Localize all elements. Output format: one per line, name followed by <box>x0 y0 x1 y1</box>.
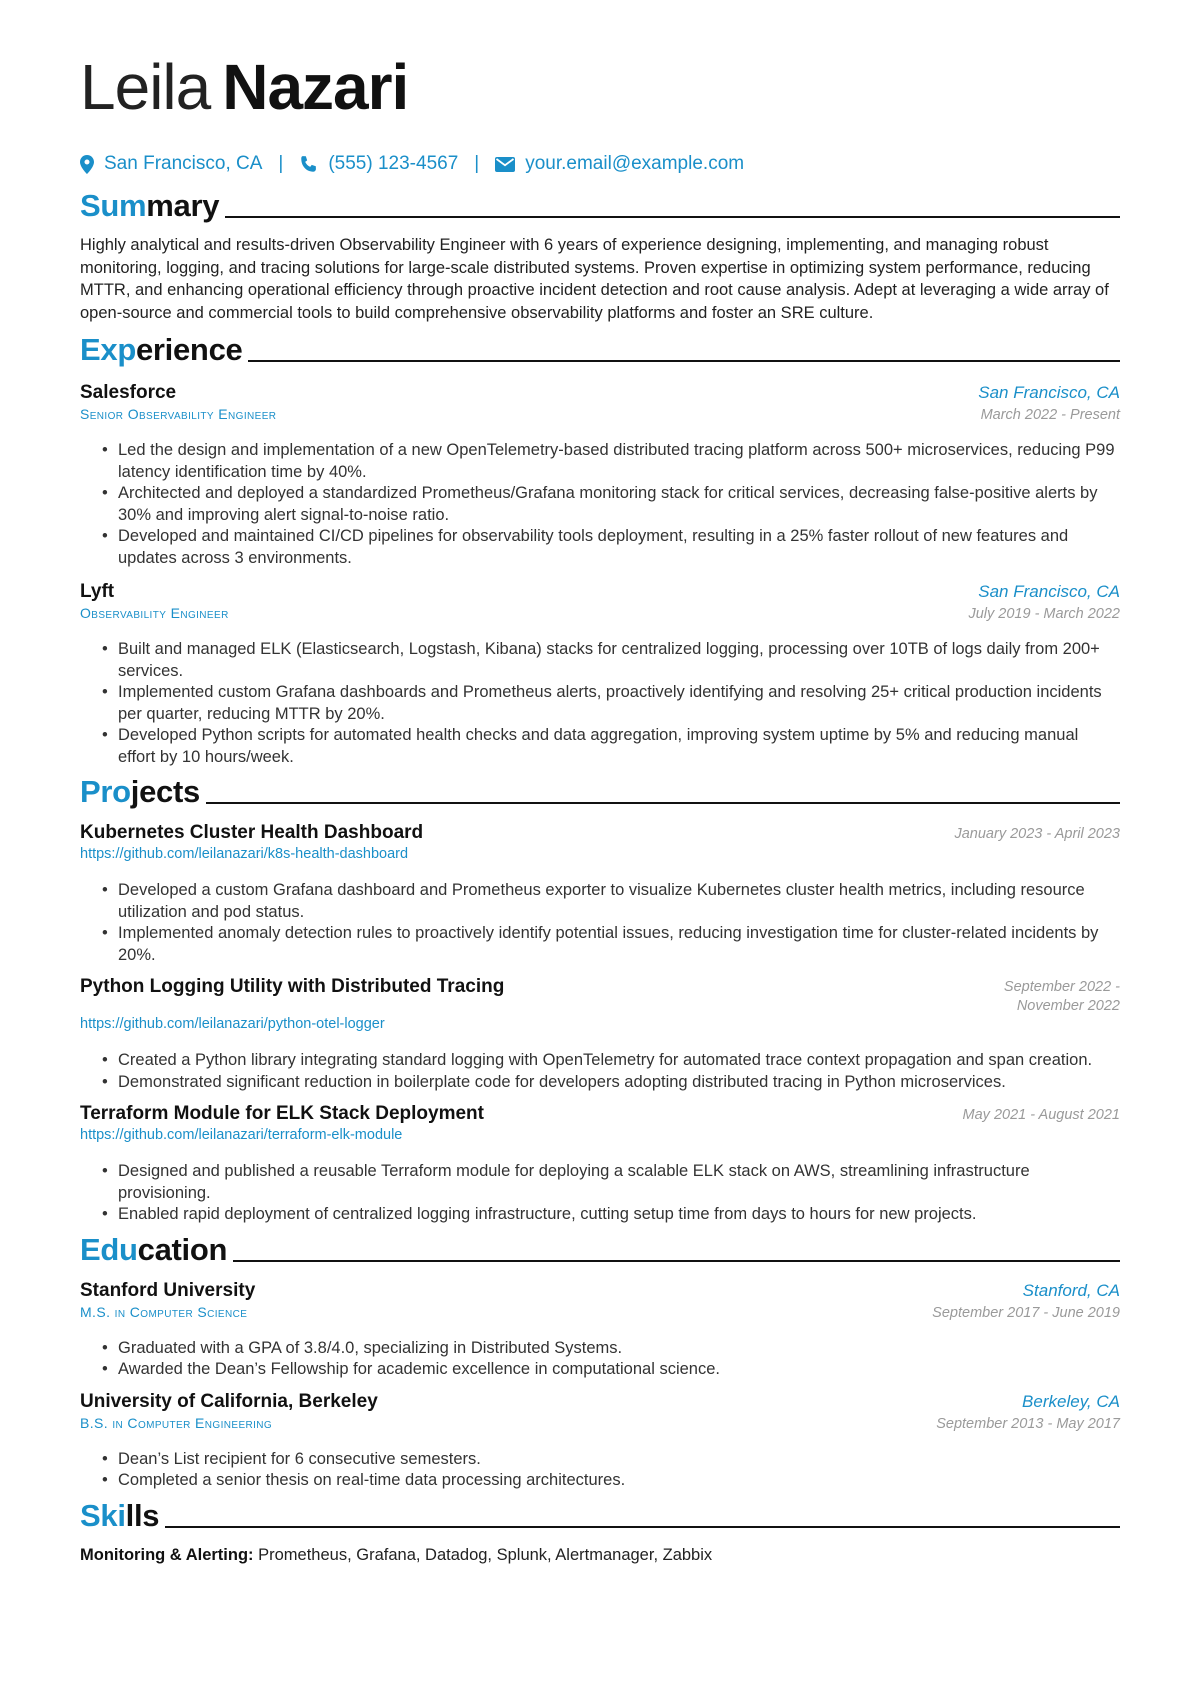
list-item: • Completed a senior thesis on real-time data processing architectures. <box>118 1470 1120 1492</box>
location-text: San Francisco, CA <box>104 153 263 174</box>
section-heading <box>80 186 1120 226</box>
contact-email[interactable] <box>495 153 744 175</box>
job-title: Observability Engineer <box>80 605 229 621</box>
bullet-list <box>80 1449 1120 1492</box>
bullet-list <box>80 880 1120 966</box>
job-location: San Francisco, CA <box>978 383 1120 402</box>
project-entry <box>80 976 1120 1093</box>
degree: M.S. in Computer Science <box>80 1303 248 1320</box>
company-name: Lyft <box>80 581 115 602</box>
section-heading <box>80 1496 1120 1536</box>
list-item: • Developed and maintained CI/CD pipelines for observability tools deployment, resulting in a 25% faster rollout of new features and updates across 3 environments. <box>118 526 1120 569</box>
school-location: Berkeley, CA <box>1022 1391 1120 1411</box>
project-dates: May 2021 - August 2021 <box>962 1107 1120 1123</box>
job-dates: March 2022 - Present <box>980 407 1120 423</box>
project-title: Python Logging Utility with Distributed Tracing <box>80 976 505 997</box>
first-name: Leila <box>80 51 211 123</box>
section-title: Education <box>80 1231 228 1267</box>
list-item: • Enabled rapid deployment of centralized logging infrastructure, cutting setup time from days to hours for new projects. <box>118 1204 1120 1226</box>
phone-icon <box>299 155 318 174</box>
project-title: Kubernetes Cluster Health Dashboard <box>80 822 424 843</box>
email-text: your.email@example.com <box>525 153 745 174</box>
list-item: • Demonstrated significant reduction in boilerplate code for developers adopting distributed tracing in Python microservices. <box>118 1072 1120 1094</box>
project-link[interactable]: https://github.com/leilanazari/python-otel-logger <box>80 1016 385 1032</box>
section-divider <box>233 1260 1120 1262</box>
education-section <box>80 1230 1120 1492</box>
school-name: University of California, Berkeley <box>80 1390 378 1412</box>
section-title: Projects <box>80 774 200 809</box>
project-dates: September 2022 - November 2022 <box>1003 979 1120 1014</box>
skills-row <box>80 1546 1120 1565</box>
job-title: Senior Observability Engineer <box>80 406 277 422</box>
project-entry <box>80 822 1120 966</box>
project-link[interactable]: https://github.com/leilanazari/terraform-elk-module <box>80 1127 403 1143</box>
project-entry <box>80 1103 1120 1226</box>
list-item: • Developed a custom Grafana dashboard and Prometheus exporter to visualize Kubernetes cluster health metrics, including resource utilization and pod status. <box>118 880 1120 923</box>
section-heading <box>80 1230 1120 1270</box>
list-item: • Developed Python scripts for automated health checks and data aggregation, improving system uptime by 5% and reducing manual effort by 10 hours/week. <box>118 725 1120 768</box>
list-item: • Designed and published a reusable Terraform module for deploying a scalable ELK stack on AWS, streamlining infrastructure provisioning. <box>118 1161 1120 1204</box>
section-divider <box>225 216 1120 218</box>
education-dates: September 2017 - June 2019 <box>932 1304 1120 1321</box>
section-title: Skills <box>80 1497 160 1533</box>
list-item: • Architected and deployed a standardized Prometheus/Grafana monitoring stack for critical services, decreasing false-positive alerts by 30% and improving alert signal-to-noise ratio. <box>118 483 1120 526</box>
project-link[interactable]: https://github.com/leilanazari/k8s-health-dashboard <box>80 846 409 862</box>
contact-location <box>80 153 262 175</box>
list-item: • Awarded the Dean’s Fellowship for academic excellence in computational science. <box>118 1359 1120 1381</box>
list-item: • Created a Python library integrating standard logging with OpenTelemetry for automated trace context propagation and span creation. <box>118 1050 1120 1072</box>
skills-section <box>80 1496 1120 1565</box>
list-item: • Implemented anomaly detection rules to proactively identify potential issues, reducing investigation time for cluster-related incidents by 20%. <box>118 923 1120 966</box>
envelope-icon <box>495 157 515 172</box>
education-dates: September 2013 - May 2017 <box>936 1415 1120 1432</box>
list-item: • Built and managed ELK (Elasticsearch, Logstash, Kibana) stacks for centralized logging, processing over 10TB of logs daily from 200+ services. <box>118 639 1120 682</box>
contact-separator: | <box>474 153 480 174</box>
list-item: • Implemented custom Grafana dashboards and Prometheus alerts, proactively identifying and resolving 25+ critical production incidents per quarter, reducing MTTR by 20%. <box>118 682 1120 725</box>
experience-entry <box>80 382 1120 569</box>
section-title: Experience <box>80 332 243 367</box>
map-pin-icon <box>80 155 94 174</box>
resume-name <box>80 42 1120 132</box>
projects-section <box>80 772 1120 1226</box>
degree: B.S. in Computer Engineering <box>80 1414 273 1431</box>
bullet-list <box>80 639 1120 768</box>
section-heading <box>80 772 1120 812</box>
contact-line <box>80 150 1120 178</box>
summary-section <box>80 186 1120 324</box>
education-entry <box>80 1280 1120 1381</box>
section-title: Summary <box>80 188 220 223</box>
project-title: Terraform Module for ELK Stack Deployment <box>80 1103 484 1124</box>
bullet-list <box>80 440 1120 569</box>
project-dates: January 2023 - April 2023 <box>954 826 1120 842</box>
skill-category: Monitoring & Alerting: <box>80 1545 254 1564</box>
school-name: Stanford University <box>80 1279 256 1301</box>
school-location: Stanford, CA <box>1022 1280 1120 1300</box>
section-divider <box>165 1526 1120 1528</box>
experience-entry <box>80 581 1120 768</box>
skill-items: Prometheus, Grafana, Datadog, Splunk, Alertmanager, Zabbix <box>258 1545 713 1564</box>
education-entry <box>80 1391 1120 1492</box>
contact-separator: | <box>278 153 284 174</box>
job-dates: July 2019 - March 2022 <box>968 606 1120 622</box>
bullet-list <box>80 1338 1120 1381</box>
bullet-list <box>80 1050 1120 1093</box>
experience-section <box>80 330 1120 768</box>
resume-page <box>80 42 1120 1565</box>
contact-phone[interactable] <box>299 153 458 175</box>
bullet-list <box>80 1161 1120 1226</box>
list-item: • Dean’s List recipient for 6 consecutive semesters. <box>118 1449 1120 1471</box>
list-item: • Led the design and implementation of a new OpenTelemetry-based distributed tracing platform across 500+ microservices, reducing P99 latency identification time by 40%. <box>118 440 1120 483</box>
job-location: San Francisco, CA <box>978 582 1120 601</box>
phone-text: (555) 123-4567 <box>328 153 459 174</box>
company-name: Salesforce <box>80 382 177 403</box>
section-divider <box>248 360 1120 362</box>
summary-text: Highly analytical and results-driven Observability Engineer with 6 years of experience designing, implementing, and managing robust monitoring, logging, and tracing solutions for large-scale distributed systems. Proven expertise in optimizing system performance, reducing MTTR, and enhancing operational efficiency through proactive incident detection and root cause analysis. Adept at leveraging a wide array of open-source and commercial tools to build comprehensive observability platforms and foster an SRE culture. <box>80 236 1109 322</box>
section-divider <box>206 802 1120 804</box>
list-item: • Graduated with a GPA of 3.8/4.0, specializing in Distributed Systems. <box>118 1338 1120 1360</box>
section-heading <box>80 330 1120 370</box>
last-name: Nazari <box>222 51 409 123</box>
